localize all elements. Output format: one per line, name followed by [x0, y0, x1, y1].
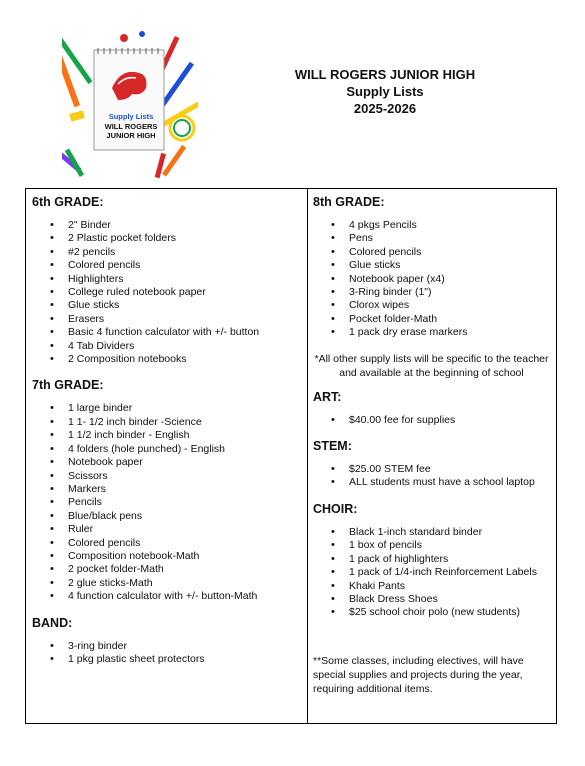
list-item: • Blue/black pens	[32, 510, 307, 523]
list-item: • Pocket folder-Math	[313, 313, 558, 326]
list-item: • Scissors	[32, 470, 307, 483]
eighth-grade-note: *All other supply lists will be specific to the teacher and available at the beginning of school	[314, 352, 549, 379]
list-item: • 2 pocket folder-Math	[32, 563, 307, 576]
document-title	[280, 66, 490, 117]
list-item: • Markers	[32, 483, 307, 496]
list-item: • Notebook paper	[32, 456, 307, 469]
list-item: • Khaki Pants	[313, 580, 558, 593]
list-item: • Composition notebook-Math	[32, 550, 307, 563]
list-item: • Pencils	[32, 496, 307, 509]
list-item: • 2 glue sticks-Math	[32, 577, 307, 590]
list-item: • 4 folders (hole punched) - English	[32, 443, 307, 456]
list-item: • $25.00 STEM fee	[313, 463, 558, 476]
list-item: • Ruler	[32, 523, 307, 536]
list-item: • Erasers	[32, 313, 307, 326]
list-item: • Black Dress Shoes	[313, 593, 558, 606]
list-item: • Basic 4 function calculator with +/- button	[32, 326, 307, 339]
section-heading-choir: CHOIR:	[313, 501, 358, 516]
electives-footnote: **Some classes, including electives, will have special supplies and projects during the year, requiring additional items.	[313, 654, 524, 695]
list-item: • #2 pencils	[32, 246, 307, 259]
list-item: • Colored pencils	[32, 259, 307, 272]
list-item: • 4 function calculator with +/- button-Math	[32, 590, 307, 603]
list-6th-grade	[32, 219, 307, 366]
list-item: • Clorox wipes	[313, 299, 558, 312]
list-item: • 1 1- 1/2 inch binder -Science	[32, 416, 307, 429]
section-heading-8th-grade: 8th GRADE:	[313, 195, 385, 209]
left-column	[26, 189, 307, 723]
doc-subtitle: Supply Lists	[346, 84, 424, 99]
list-item: • Notebook paper (x4)	[313, 273, 558, 286]
section-heading-7th-grade: 7th GRADE:	[32, 378, 104, 393]
list-item: • 1 box of pencils	[313, 539, 558, 552]
list-8th-grade	[313, 219, 558, 340]
list-item: • 1 1/2 inch binder - English	[32, 429, 307, 442]
list-item: • 3-ring binder	[32, 640, 307, 653]
list-item: • Pens	[313, 232, 558, 245]
list-item: • $25 school choir polo (new students)	[313, 606, 558, 619]
list-item: • 4 Tab Dividers	[32, 340, 307, 353]
section-heading-band: BAND:	[32, 615, 73, 630]
list-7th-grade	[32, 402, 307, 603]
list-item: • Black 1-inch standard binder	[313, 526, 558, 539]
list-item: • $40.00 fee for supplies	[313, 414, 558, 427]
list-item: • Glue sticks	[313, 259, 558, 272]
list-item: • Colored pencils	[313, 246, 558, 259]
school-name: WILL ROGERS JUNIOR HIGH	[294, 67, 476, 82]
list-item: • 2 Composition notebooks	[32, 353, 307, 366]
right-column	[308, 189, 558, 723]
list-choir	[313, 526, 558, 620]
list-item: • 1 pack of highlighters	[313, 553, 558, 566]
school-year: 2025-2026	[353, 101, 417, 116]
list-item: • Colored pencils	[32, 537, 307, 550]
list-item: • 1 pkg plastic sheet protectors	[32, 653, 307, 666]
list-item: • 1 pack of 1/4-inch Reinforcement Labels	[313, 566, 558, 579]
list-item: • 1 pack dry erase markers	[313, 326, 558, 339]
list-item: • Highlighters	[32, 273, 307, 286]
school-supplies-illustration	[62, 28, 198, 178]
list-stem	[313, 463, 558, 490]
list-item: • 3-Ring binder (1")	[313, 286, 558, 299]
list-art	[313, 414, 558, 427]
cover-caption-line2: WILL ROGERS	[104, 121, 158, 131]
cover-caption-line1: Supply Lists	[108, 112, 154, 121]
list-item: • ALL students must have a school laptop	[313, 476, 558, 489]
list-item: • Glue sticks	[32, 299, 307, 312]
list-item: • 1 large binder	[32, 402, 307, 415]
section-heading-art: ART:	[313, 389, 342, 404]
cover-caption-line3: JUNIOR HIGH	[106, 131, 156, 140]
list-item: • 2 Plastic pocket folders	[32, 232, 307, 245]
list-item: • 4 pkgs Pencils	[313, 219, 558, 232]
section-heading-stem: STEM:	[313, 439, 352, 454]
list-item: • College ruled notebook paper	[32, 286, 307, 299]
section-heading-6th-grade: 6th GRADE:	[32, 195, 104, 209]
list-band	[32, 640, 307, 667]
list-item: • 2" Binder	[32, 219, 307, 232]
supply-list-cover-image	[62, 28, 198, 178]
supply-list-table	[25, 188, 557, 724]
